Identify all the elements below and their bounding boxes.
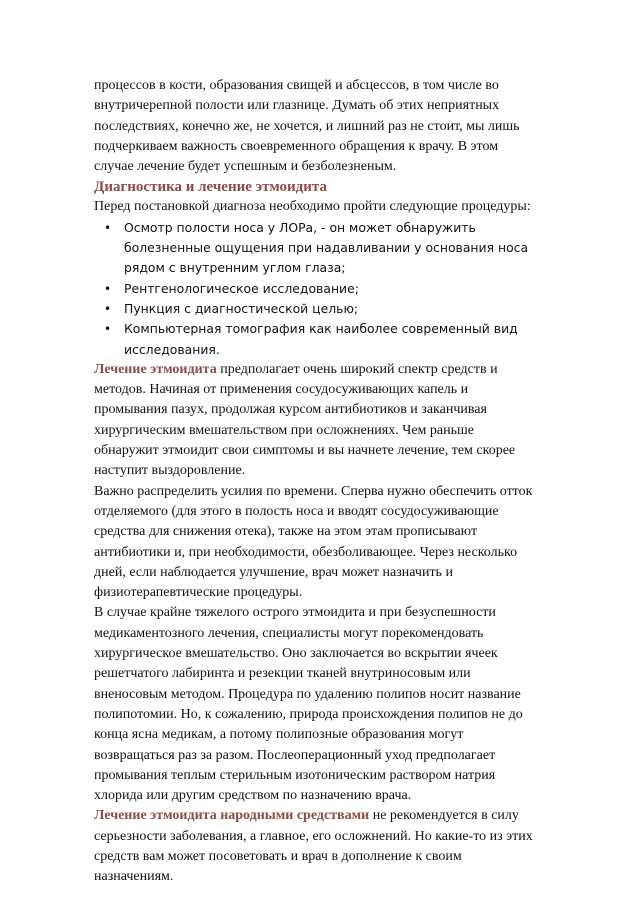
list-item-text: Осмотр полости носа у ЛОРа, - он может обнаружить болезненные ощущения при надавливании у основания носа рядом с внутренним углом глаза; (124, 219, 529, 276)
section-heading: Диагностика и лечение этмоидита (94, 179, 327, 196)
surgery-paragraph: В случае крайне тяжелого острого этмоидита и при безуспешности медикаментозного лечения, специалисты могут порекомендовать хирургическое вмешательство. Оно заключается во вскрытии ячеек решетчатого лабиринта и резекции тканей внутриносовым или вненосовым методом. Процедура по удалению полипов носит название полипотомии. Но, к сожалению, природа происхождения полипов не до конца ясна медикам, а потому полипозные образования могут возвращаться раз за разом. Послеоперационный уход предполагает промывания теплым стерильным изотоническим раствором натрия хлорида или другим средством по назначению врача. (94, 605, 523, 804)
bullet-icon: • (104, 281, 112, 296)
folk-remedies-paragraph (94, 806, 534, 887)
treatment-lead: Лечение этмоидита (94, 361, 217, 377)
document-page (94, 76, 534, 888)
treatment-paragraph (94, 360, 534, 482)
folk-remedies-text: не рекомендуется в силу серьезности заболевания, а главное, его осложнений. Но какие-то из этих средств вам может посоветовать и врач в дополнение к своим назначениям. (94, 808, 533, 885)
list-item-text: Рентгенологическое исследование; (124, 280, 359, 296)
bullet-icon: • (104, 301, 112, 316)
list-item (94, 279, 534, 299)
intro-paragraph: процессов в кости, образования свищей и абсцессов, в том числе во внутричерепной полости или глазнице. Думать об этих неприятных последствиях, конечно же, не хочется, и лишний раз не стоит, мы лишь подчеркиваем важность своевременного обращения к врачу. В этом случае лечение будет успешным и безболезненым. (94, 78, 520, 175)
list-item-text: Пункция с диагностической целью; (124, 300, 359, 316)
procedure-list (94, 218, 534, 360)
list-item (94, 218, 534, 279)
list-item-text: Компьютерная томография как наиболее современный вид исследования. (124, 321, 518, 357)
list-item (94, 299, 534, 319)
bullet-icon: • (104, 220, 112, 235)
treatment-text: предполагает очень широкий спектр средств и методов. Начиная от применения сосудосуживающих капель и промывания пазух, продолжая курсом антибиотиков и заканчивая хирургическим вмешательством при осложнениях. Чем раньше обнаружит этмоидит свои симптомы и вы начнете лечение, тем скорее наступит выздоровление. (94, 361, 516, 479)
bullet-icon: • (104, 322, 112, 337)
diagnosis-intro: Перед постановкой диагноза необходимо пройти следующие процедуры: (94, 199, 531, 215)
folk-remedies-lead: Лечение этмоидита народными средствами (94, 808, 370, 824)
list-item (94, 319, 534, 360)
timing-paragraph: Важно распределить усилия по времени. Сперва нужно обеспечить отток отделяемого (для этого в полость носа и вводят сосудосуживающие средства для снижения отека), также на этом этам прописывают антибиотики и, при необходимости, обезболивающее. Через несколько дней, если наблюдается улучшение, врач может назначить и физиотерапевтические процедуры. (94, 483, 533, 601)
